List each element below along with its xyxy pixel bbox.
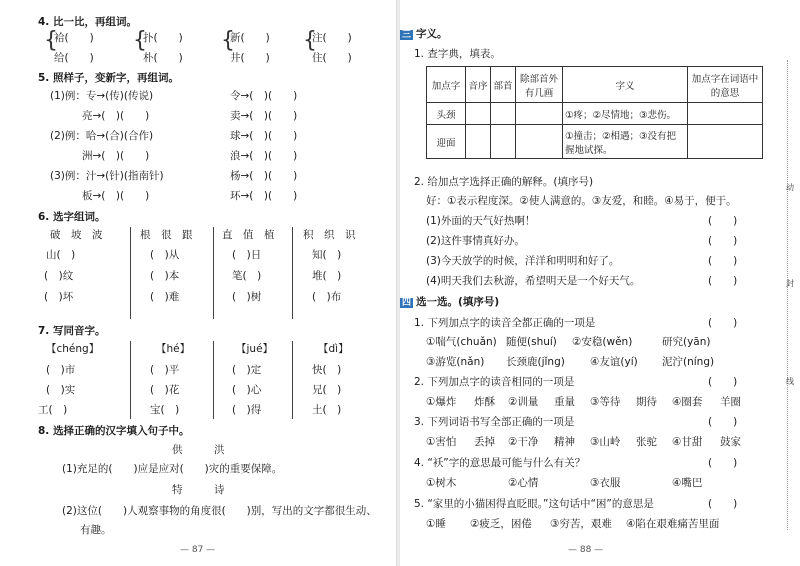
q6-group: 根 很 跟	[140, 229, 193, 241]
option: ④圈套	[672, 396, 703, 408]
table-cell[interactable]	[491, 125, 516, 159]
q6-group: 直 值 植	[222, 229, 275, 241]
table-cell[interactable]	[688, 103, 763, 125]
s4-title: 4. “袄”字的意思最可能与什么有关？	[414, 457, 586, 469]
option: ③穷苦，艰难	[550, 518, 612, 530]
option: ②疲乏，困倦	[470, 518, 532, 530]
table-header: 除部首外有几画	[516, 67, 563, 103]
q6-cell: 笔( )	[232, 270, 262, 282]
option: ②心情	[508, 477, 539, 489]
q8-sentence: (2)这位( )人观察事物的角度很( )别，写出的文字都很生动、	[62, 505, 377, 517]
section-badge: 四	[402, 298, 412, 308]
q7-cell: ( )市	[46, 364, 76, 376]
side-label: 线	[786, 377, 794, 386]
table-cell: ①疼；②尽情地；③悲伤。	[563, 103, 688, 125]
q6-group: 积 织 识	[303, 229, 356, 241]
q6-group: 破 坡 波	[50, 229, 103, 241]
s2-title: 2. 下列加点字的读音相同的一项是	[414, 376, 575, 388]
answer-blank[interactable]: ( )	[708, 457, 738, 469]
answer-blank[interactable]: ( )	[708, 317, 738, 329]
q7-head: 【hé】	[156, 343, 191, 355]
option: 重量	[554, 396, 575, 408]
answer-blank[interactable]: ( )	[708, 376, 738, 388]
table-cell[interactable]	[491, 103, 516, 125]
q7-cell: ( )花	[150, 384, 180, 396]
q6-cell: ( )从	[150, 249, 180, 261]
option: 丢掉	[474, 436, 495, 448]
q8-pair: 特 诗	[172, 484, 225, 496]
q6-cell: ( )树	[232, 291, 262, 303]
q6-cell: ( )纹	[44, 270, 74, 282]
side-label: 动	[786, 183, 794, 192]
table-header: 加点字	[427, 67, 466, 103]
q6-title: 6. 选字组词。	[38, 211, 106, 223]
q6-cell: 堆( )	[312, 270, 342, 282]
q5-row: 亮→( )( )	[82, 110, 150, 122]
table-header: 字义	[563, 67, 688, 103]
q4-item: 井( )	[230, 52, 270, 64]
q7-cell: ( )得	[232, 404, 262, 416]
option: ①睡	[426, 518, 446, 530]
q7-cell: 土( )	[312, 404, 342, 416]
brace-1: {	[44, 28, 58, 53]
answer-blank[interactable]: ( )	[708, 235, 738, 247]
q6-cell: ( )本	[150, 270, 180, 282]
q7-cell: 兄( )	[312, 384, 342, 396]
r2-definition: 好：①表示程度深。②使人满意的。③友爱，和睦。④易于，便于。	[426, 195, 737, 207]
q7-cell: ( )平	[150, 364, 180, 376]
q4-item: 朴( )	[143, 52, 183, 64]
q5-row: 杨→( )( )	[230, 170, 298, 182]
table-cell: 迎面	[427, 125, 466, 159]
section-badge: 三	[402, 30, 412, 40]
divider	[130, 227, 131, 319]
r2-item: (4)明天我们去秋游，希望明天是一个好天气。	[426, 275, 641, 287]
q8-pair: 供 洪	[172, 444, 225, 456]
cut-line	[787, 60, 788, 530]
option: ③山岭	[590, 436, 621, 448]
q7-head: 【dì】	[318, 343, 349, 355]
option: 泥泞(níng)	[662, 356, 715, 368]
q5-row: (1)例：专→(传)(传说)	[50, 90, 154, 102]
brace-2: {	[133, 28, 147, 53]
q4-item: 袷( )	[54, 32, 94, 44]
table-cell: ①撞击；②相遇；③没有把握地试探。	[563, 125, 688, 159]
option: ④嘴巴	[672, 477, 703, 489]
option: 精神	[554, 436, 575, 448]
q5-row: 令→( )( )	[230, 90, 298, 102]
q7-title: 7. 写同音字。	[38, 325, 106, 337]
divider	[292, 341, 293, 419]
side-label: 封	[786, 279, 794, 288]
option: ②安稳(wěn)	[572, 336, 633, 348]
q7-cell: ( )实	[46, 384, 76, 396]
table-cell[interactable]	[466, 103, 491, 125]
option: ④甘甜	[672, 436, 703, 448]
option: 羊圈	[720, 396, 741, 408]
divider	[213, 341, 214, 419]
option: 随便(shuí)	[506, 336, 557, 348]
option: ③衣服	[590, 477, 621, 489]
q5-row: 卖→( )( )	[230, 110, 298, 122]
option: ③等待	[590, 396, 621, 408]
divider	[292, 227, 293, 319]
q8-sentence: 有趣。	[80, 524, 112, 536]
q4-item: 给( )	[54, 52, 94, 64]
answer-blank[interactable]: ( )	[708, 255, 738, 267]
q4-item: 注( )	[312, 32, 352, 44]
dictionary-table	[426, 66, 763, 159]
left-page	[0, 0, 397, 566]
q5-title: 5. 照样子，变新字，再组词。	[38, 72, 179, 84]
q4-item: 住( )	[312, 52, 352, 64]
answer-blank[interactable]: ( )	[708, 498, 738, 510]
q5-row: (2)例：哈→(合)(合作)	[50, 130, 154, 142]
s5-title: 5. “家里的小猫困得直眨眼。”这句话中“困”的意思是	[414, 498, 654, 510]
q5-row: 浪→( )( )	[230, 150, 298, 162]
s1-title: 1. 下列加点字的读音全都正确的一项是	[414, 317, 596, 329]
q7-cell: ( )定	[232, 364, 262, 376]
brace-4: {	[303, 28, 317, 53]
r2-title: 2. 给加点字选择正确的解释。(填序号)	[414, 176, 594, 188]
option: ②训量	[508, 396, 539, 408]
q4-item: 新( )	[230, 32, 270, 44]
option: ④友谊(yí)	[590, 356, 638, 368]
table-cell[interactable]	[516, 125, 563, 159]
table-header: 部首	[491, 67, 516, 103]
page-number: — 87 —	[180, 545, 216, 555]
q6-cell: ( )难	[150, 291, 180, 303]
r2-item: (3)今天放学的时候，洋洋和明明和好了。	[426, 255, 620, 267]
option: ①树木	[426, 477, 457, 489]
divider	[213, 227, 214, 319]
option: ①喘气(chuǎn)	[426, 336, 497, 348]
table-cell[interactable]	[688, 125, 763, 159]
right-page	[400, 0, 800, 566]
q4-title: 4. 比一比，再组词。	[38, 16, 137, 28]
option: ③游览(nǎn)	[426, 356, 485, 368]
option: ①爆炸	[426, 396, 457, 408]
brace-3: {	[221, 28, 235, 53]
q7-cell: ( )心	[232, 384, 262, 396]
q8-sentence: (1)充足的( )应是应对( )灾的重要保障。	[62, 463, 283, 475]
section-header: 三 字义。	[402, 28, 448, 40]
section-header: 四 选一选。(填序号)	[402, 296, 500, 308]
divider	[130, 341, 131, 419]
option: ②干净	[508, 436, 539, 448]
q5-row: 板→( )( )	[82, 190, 150, 202]
q5-row: (3)例：汁→(针)(指南针)	[50, 170, 164, 182]
q6-cell: ( )坏	[44, 291, 74, 303]
q7-cell: 工( )	[38, 404, 68, 416]
table-header: 加点字在词语中的意思	[688, 67, 763, 103]
page-number: — 88 —	[568, 545, 604, 555]
option: 炸酥	[474, 396, 495, 408]
r1-title: 1. 查字典，填表。	[414, 48, 501, 60]
q6-cell: ( )日	[232, 249, 262, 261]
q5-row: 洲→( )( )	[82, 150, 150, 162]
q5-row: 环→( )( )	[230, 190, 298, 202]
option: 鼓家	[720, 436, 741, 448]
table-cell: 头颈	[427, 103, 466, 125]
option: 期待	[636, 396, 657, 408]
s3-title: 3. 下列词语书写全部正确的一项是	[414, 416, 575, 428]
answer-blank[interactable]: ( )	[708, 215, 738, 227]
q8-title: 8. 选择正确的汉字填入句子中。	[38, 425, 190, 437]
q7-head: 【chéng】	[46, 343, 100, 355]
answer-blank[interactable]: ( )	[708, 275, 738, 287]
option: 研究(yān)	[662, 336, 711, 348]
r2-item: (2)这件事情真好办。	[426, 235, 525, 247]
q4-item: 扑( )	[143, 32, 183, 44]
option: 长颈鹿(jǐng)	[506, 356, 565, 368]
table-header: 音序	[466, 67, 491, 103]
q5-row: 球→( )( )	[230, 130, 298, 142]
q6-cell: 知( )	[312, 249, 342, 261]
option: 张驼	[636, 436, 657, 448]
q7-cell: 宝( )	[150, 404, 180, 416]
q7-cell: 快( )	[312, 364, 342, 376]
table-cell[interactable]	[516, 103, 563, 125]
table-cell[interactable]	[466, 125, 491, 159]
option: ④陷在艰难痛苦里面	[626, 518, 720, 530]
q6-cell: 山( )	[46, 249, 76, 261]
q7-head: 【jué】	[236, 343, 274, 355]
r2-item: (1)外面的天气好热啊！	[426, 215, 536, 227]
q6-cell: ( )布	[312, 291, 342, 303]
option: ①害怕	[426, 436, 457, 448]
answer-blank[interactable]: ( )	[708, 416, 738, 428]
